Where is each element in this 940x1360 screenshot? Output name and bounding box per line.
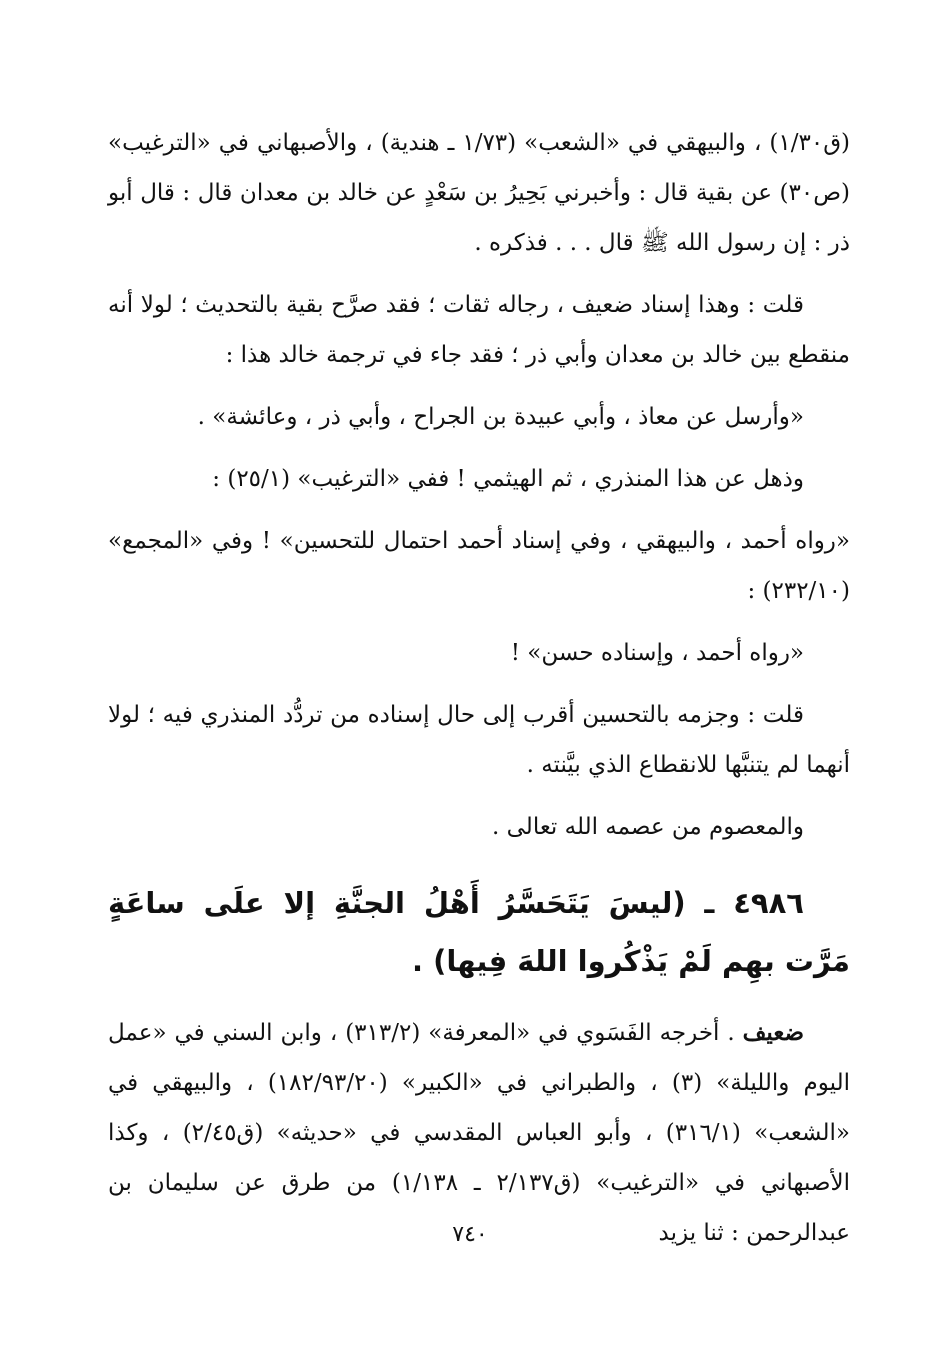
paragraph-4: وذهل عن هذا المنذري ، ثم الهيثمي ! ففي «الترغيب» (٢٥/١) : (212, 466, 804, 492)
paragraph-5: «رواه أحمد ، والبيهقي ، وفي إسناد أحمد احتمال للتحسين» ! وفي «المجمع» (٢٣٢/١٠) : (108, 528, 850, 604)
hadith-heading: ٤٩٨٦ ـ (ليسَ يَتَحَسَّرُ أَهْلُ الجنَّةِ إلا علَى ساعَةٍ مَرَّت بهِم لَمْ يَذْكُروا اللهَ فِيها) . (108, 886, 850, 978)
paragraph-2: قلت : وهذا إسناد ضعيف ، رجاله ثقات ؛ فقد صرَّح بقية بالتحديث ؛ لولا أنه منقطع بين خالد بن معدان وأبي ذر ؛ فقد جاء في ترجمة خالد هذا : (108, 292, 850, 368)
grading-word: ضعيف (742, 1019, 804, 1046)
paragraph-8: والمعصوم من عصمه الله تعالى . (492, 814, 804, 840)
page-number: ٧٤٠ (452, 1222, 488, 1247)
paragraph-3: «وأرسل عن معاذ ، وأبي عبيدة بن الجراح ، وأبي ذر ، وعائشة» . (197, 404, 804, 430)
paragraph-1: (ق١/٣٠) ، والبيهقي في «الشعب» (١/٧٣ ـ هندية) ، والأصبهاني في «الترغيب» (ص٣٠) عن بقية قال : وأخبرني بَحِيرُ بن سَعْدٍ عن خالد بن معدان قال : قال أبو ذر : إن رسول الله ﷺ قال . . . فذكره . (108, 130, 851, 256)
page-body (108, 118, 850, 1258)
takhrij-paragraph (108, 1008, 850, 1258)
takhrij-text: . أخرجه الفَسَوي في «المعرفة» (٣١٣/٢) ، وابن السني في «عمل اليوم والليلة» (٣) ، والطبراني في «الكبير» (١٨٢/٩٣/٢٠) ، والبيهقي في «الشعب» (٣١٦/١) ، وأبو العباس المقدسي في «حديثه» (ق٢/٤٥) ، وكذا الأصبهاني في «الترغيب» (ق٢/١٣٧ ـ ١/١٣٨) من طرق عن سليمان بن عبدالرحمن : ثنا يزيد (108, 1020, 850, 1246)
paragraph-6: «رواه أحمد ، وإسناده حسن» ! (510, 640, 804, 666)
paragraph-7: قلت : وجزمه بالتحسين أقرب إلى حال إسناده من تردُّد المنذري فيه ؛ لولا أنهما لم يتنبَّها للانقطاع الذي بيَّنته . (108, 702, 850, 778)
